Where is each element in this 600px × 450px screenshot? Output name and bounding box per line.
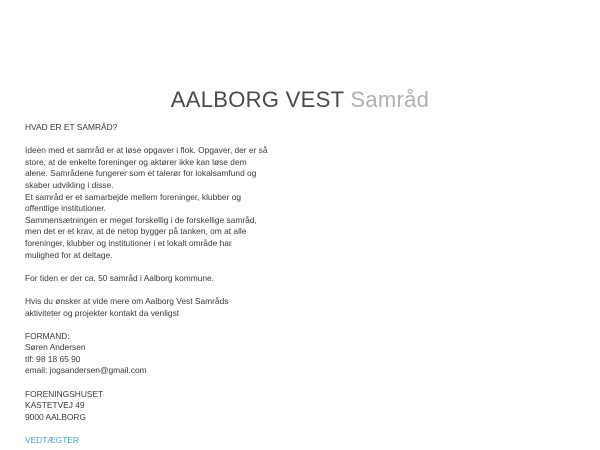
site-title-secondary[interactable]: Samråd (350, 87, 430, 112)
intro-line: store, at de enkelte foreninger og aktører ikke kan løse dem (25, 156, 247, 167)
intro-paragraph (25, 145, 315, 261)
intro-line: skaber udvikling i disse. (25, 179, 114, 190)
address-line: 9000 AALBORG (25, 411, 86, 422)
chairman-label: FORMAND: (25, 330, 70, 341)
chairman-name: Søren Andersen (25, 342, 86, 353)
address-line: KASTETVEJ 49 (25, 400, 85, 411)
chairman-email: email: jogsandersen@gmail.com (25, 365, 147, 376)
contact-line: Hvis du ønsker at vide mere om Aalborg Vest Samråds (25, 295, 229, 306)
site-title[interactable] (0, 86, 600, 114)
intro-line: Ideen med et samråd er at løse opgaver i flok. Opgaver, der er så (25, 145, 268, 156)
intro-line: alene. Samrådene fungerer som et talerør for lokalsamfund og (25, 168, 257, 179)
address-block (25, 389, 315, 424)
intro-line: Et samråd er et samarbejde mellem foreninger, klubber og (25, 191, 241, 202)
contact-line: aktiviteter og projekter kontakt da venligst (25, 307, 180, 318)
bylaws-link[interactable]: VEDTÆGTER (25, 435, 79, 446)
samraad-count-text: For tiden er der ca. 50 samråd i Aalborg kommune. (25, 272, 214, 283)
intro-line: men det er et krav, at de netop bygger på tanken, om at alle (25, 226, 247, 237)
site-title-primary[interactable]: AALBORG VEST (170, 87, 345, 112)
address-line: FORENINGSHUSET (25, 388, 104, 399)
section-heading: HVAD ER ET SAMRÅD? (25, 122, 118, 132)
chairman-phone: tlf: 98 18 65 90 (25, 353, 81, 364)
chairman-block (25, 331, 315, 377)
intro-line: mulighed for at deltage. (25, 249, 113, 260)
intro-line: foreninger, klubber og institutioner i et lokalt område har (25, 237, 232, 248)
intro-line: Sammensætningen er meget forskellig i de forskellige samråd, (25, 214, 257, 225)
intro-line: offentlige institutioner. (25, 203, 106, 214)
contact-paragraph (25, 296, 315, 319)
main-content (25, 122, 315, 447)
